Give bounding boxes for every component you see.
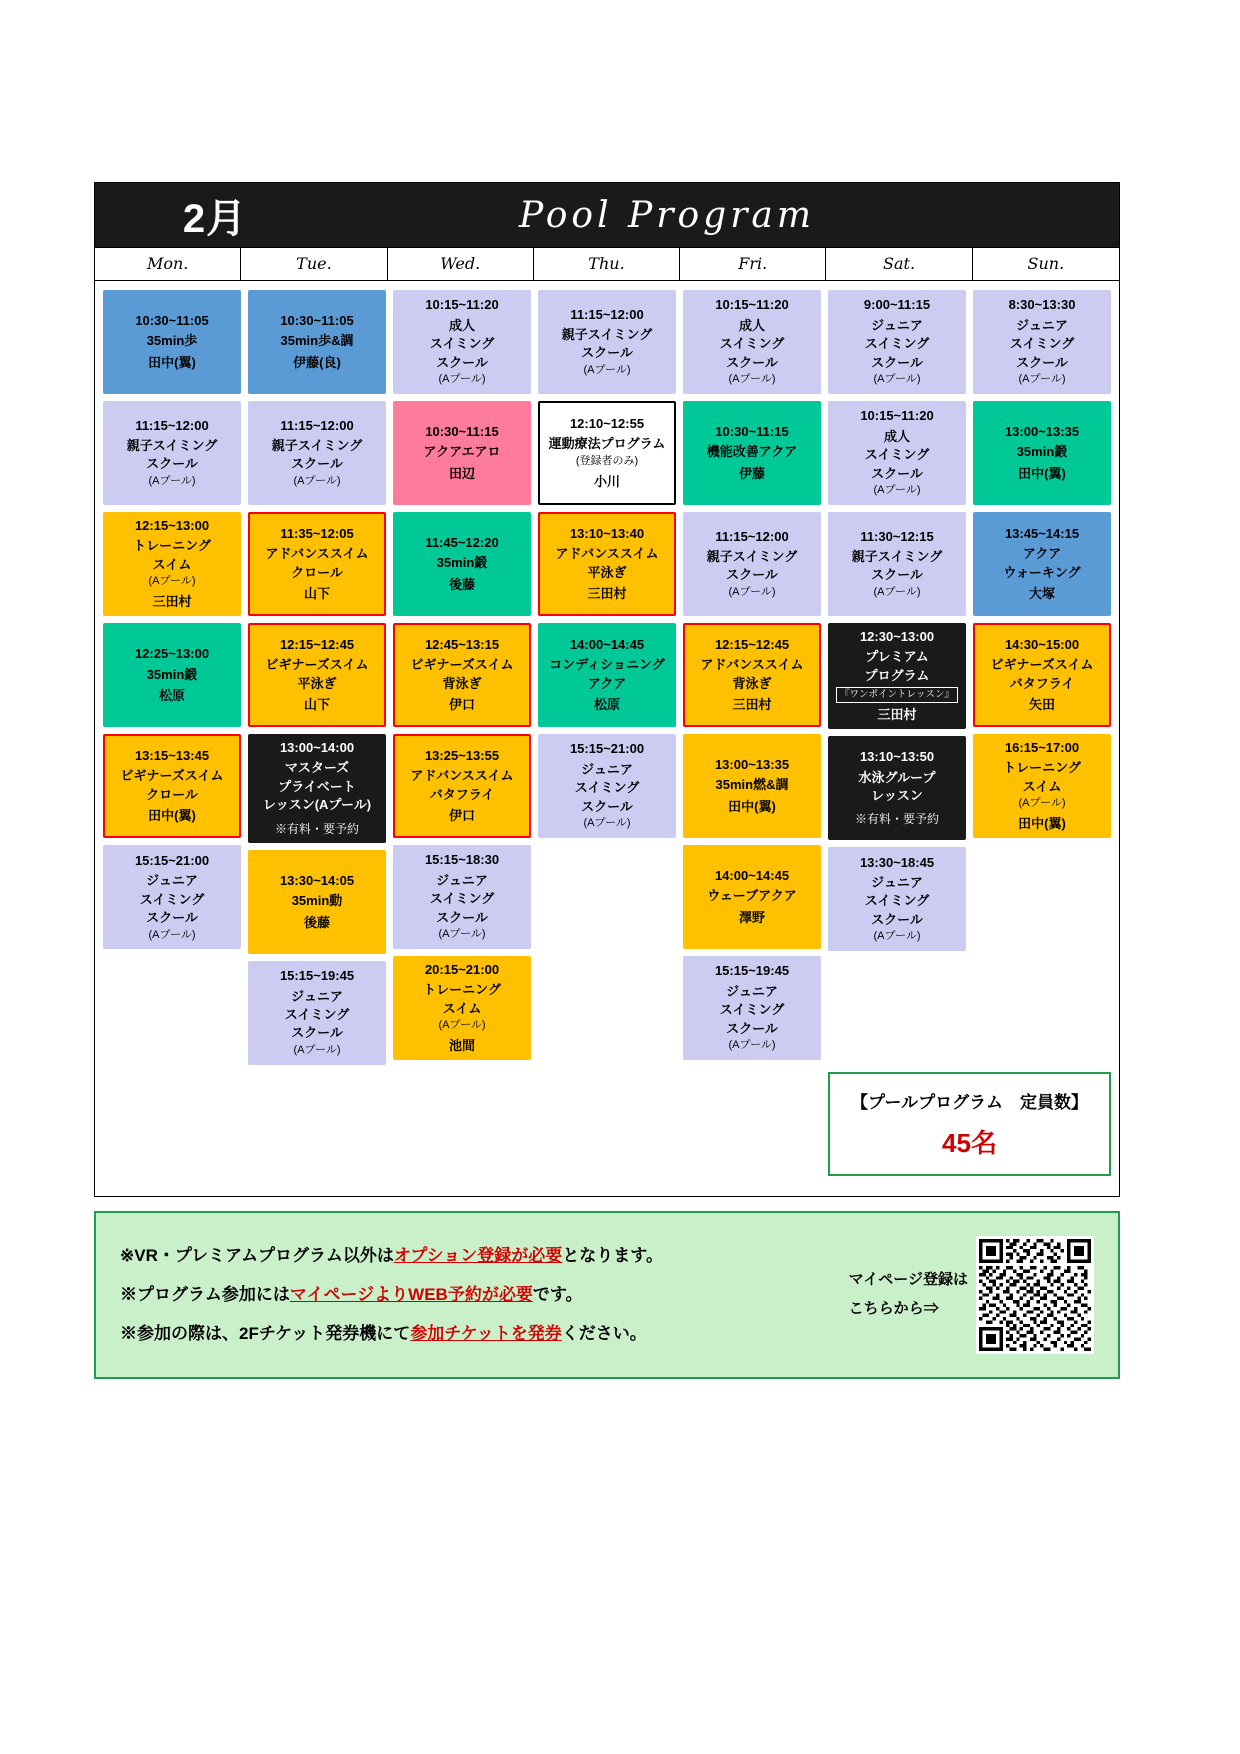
cell-pool-label: (Aプール) xyxy=(148,474,196,487)
cell-program-name: ジュニア xyxy=(146,873,198,889)
schedule-cell[interactable] xyxy=(538,512,676,616)
cell-instructor: 田中(翼) xyxy=(148,354,196,370)
cell-program-name: スイミング xyxy=(429,336,495,352)
cell-program-name: スクール xyxy=(291,1025,343,1041)
schedule-cell[interactable] xyxy=(393,290,531,394)
schedule-grid xyxy=(103,290,1111,1065)
cell-program-name: スクール xyxy=(726,1020,778,1036)
cell-instructor: 松原 xyxy=(158,688,185,704)
schedule-body xyxy=(94,281,1120,1197)
cell-program-name: ジュニア xyxy=(1016,317,1068,333)
cell-program-name: アクアエアロ xyxy=(423,444,501,460)
cell-time: 12:15~12:45 xyxy=(714,636,790,652)
cell-pool-label: (Aプール) xyxy=(728,373,776,386)
page-title: Pool Program xyxy=(518,194,816,236)
schedule-cell[interactable] xyxy=(248,623,386,727)
cell-program-name: スイミング xyxy=(864,447,930,463)
note-1-part-c: となります。 xyxy=(562,1246,663,1266)
cell-program-name: スクール xyxy=(871,354,923,370)
mypage-text xyxy=(849,1266,968,1323)
cell-program-name: ジュニア xyxy=(726,983,778,999)
cell-program-name: マスターズ xyxy=(284,760,350,776)
cell-program-name: トレーニング xyxy=(1003,760,1081,776)
cell-program-name: アドバンススイム xyxy=(265,546,369,562)
schedule-column-sat xyxy=(828,290,966,1065)
cell-program-name: クロール xyxy=(146,786,198,802)
schedule-cell[interactable] xyxy=(393,512,531,616)
note-2-highlight: マイページよりWEB予約が必要 xyxy=(289,1285,533,1305)
cell-program-name: 成人 xyxy=(738,317,765,333)
cell-program-name: 35min歩&調 xyxy=(280,333,354,349)
cell-program-name: プレミアム xyxy=(865,649,929,665)
cell-program-name: スイミング xyxy=(864,893,930,909)
day-header-fri: Fri. xyxy=(680,248,826,280)
cell-time: 10:15~11:20 xyxy=(715,297,789,313)
cell-pool-label: (Aプール) xyxy=(438,373,486,386)
schedule-column-sun xyxy=(973,290,1111,1065)
cell-program-name: スクール xyxy=(726,354,778,370)
day-header-tue: Tue. xyxy=(241,248,387,280)
note-1-part-a: ※VR・プレミアムプログラム以外は xyxy=(120,1246,394,1266)
cell-program-name: アドバンススイム xyxy=(700,657,804,673)
cell-program-name: スイミング xyxy=(139,891,205,907)
cell-time: 12:15~12:45 xyxy=(279,636,355,652)
cell-pool-label: (Aプール) xyxy=(293,1043,341,1056)
cell-program-name: スクール xyxy=(436,354,488,370)
cell-instructor: 三田村 xyxy=(587,585,627,601)
note-1-highlight: オプション登録が必要 xyxy=(393,1246,563,1266)
schedule-column-tue xyxy=(248,290,386,1065)
cell-time: 11:30~12:15 xyxy=(860,528,934,544)
schedule-cell[interactable] xyxy=(103,290,241,394)
schedule-column-fri xyxy=(683,290,821,1065)
month-label: 2月 xyxy=(182,196,248,241)
spacer xyxy=(103,1072,241,1176)
cell-pool-label: (Aプール) xyxy=(148,575,196,588)
cell-time: 15:15~18:30 xyxy=(424,852,500,868)
cell-program-name: アクア xyxy=(1022,546,1062,562)
cell-time: 11:15~12:00 xyxy=(715,528,789,544)
schedule-column-wed xyxy=(393,290,531,1065)
schedule-cell[interactable] xyxy=(393,956,531,1060)
cell-time: 11:35~12:05 xyxy=(280,525,354,541)
cell-instructor: 池間 xyxy=(448,1037,475,1053)
cell-program-name: スクール xyxy=(146,456,198,472)
cell-time: 12:25~13:00 xyxy=(134,646,210,662)
cell-time: 11:15~12:00 xyxy=(135,417,209,433)
cell-instructor: 松原 xyxy=(593,696,620,712)
note-line-1 xyxy=(120,1236,784,1275)
cell-program-name: 平泳ぎ xyxy=(297,675,337,691)
cell-program-name: ジュニア xyxy=(291,988,343,1004)
cell-time: 11:45~12:20 xyxy=(425,534,499,550)
cell-program-name: 親子スイミング xyxy=(126,437,218,453)
cell-program-name: スイミング xyxy=(864,336,930,352)
cell-time: 14:00~14:45 xyxy=(714,867,790,883)
cell-program-name: ウェーブアクア xyxy=(707,888,797,904)
cell-time: 13:00~14:00 xyxy=(279,740,355,755)
mypage-line-2: こちらから⇒ xyxy=(848,1299,939,1317)
schedule-cell[interactable] xyxy=(103,734,241,838)
cell-program-name: 成人 xyxy=(448,317,475,333)
cell-time: 14:30~15:00 xyxy=(1004,636,1080,652)
cell-program-name: スイミング xyxy=(1009,336,1075,352)
cell-time: 10:30~11:05 xyxy=(135,312,209,328)
schedule-cell[interactable] xyxy=(683,512,821,616)
cell-program-name: レッスン xyxy=(871,788,923,803)
schedule-cell[interactable] xyxy=(973,623,1111,727)
cell-program-name: ビギナーズスイム xyxy=(410,657,514,673)
schedule-cell[interactable] xyxy=(393,623,531,727)
cell-program-name: 平泳ぎ xyxy=(587,564,627,580)
qr-code-icon[interactable] xyxy=(976,1236,1094,1354)
schedule-cell[interactable] xyxy=(248,734,386,843)
cell-time: 14:00~14:45 xyxy=(569,636,645,652)
cell-program-name: スクール xyxy=(581,798,633,814)
cell-pool-label: (Aプール) xyxy=(873,930,921,943)
schedule-column-thu xyxy=(538,290,676,1065)
schedule-cell[interactable] xyxy=(828,401,966,505)
cell-time: 10:15~11:20 xyxy=(425,297,499,313)
cell-program-name: プログラム xyxy=(864,667,930,683)
cell-pool-label: (Aプール) xyxy=(873,585,921,598)
cell-instructor: 田辺 xyxy=(448,465,475,481)
note-2-part-c: です。 xyxy=(532,1285,583,1305)
schedule-cell[interactable] xyxy=(248,401,386,505)
cell-program-name: 親子スイミング xyxy=(851,548,943,564)
cell-program-name: スクール xyxy=(581,345,633,361)
schedule-cell[interactable] xyxy=(828,290,966,394)
cell-program-name: 成人 xyxy=(883,428,910,444)
schedule-column-mon xyxy=(103,290,241,1065)
schedule-cell[interactable] xyxy=(248,961,386,1065)
cell-instructor: 小川 xyxy=(593,473,620,489)
day-header-mon: Mon. xyxy=(95,248,241,280)
cell-program-name: 親子スイミング xyxy=(271,437,363,453)
cell-program-name: スイミング xyxy=(719,336,785,352)
day-header-thu: Thu. xyxy=(534,248,680,280)
cell-program-name: スイミング xyxy=(574,780,640,796)
cell-program-name: クロール xyxy=(291,564,343,580)
schedule-cell[interactable] xyxy=(683,623,821,727)
schedule-cell[interactable] xyxy=(538,734,676,838)
cell-program-name: ジュニア xyxy=(581,761,633,777)
cell-program-name: ビギナーズスイム xyxy=(120,768,224,784)
schedule-cell[interactable] xyxy=(248,290,386,394)
schedule-cell[interactable] xyxy=(393,845,531,949)
schedule-cell[interactable] xyxy=(393,401,531,505)
schedule-cell[interactable] xyxy=(973,734,1111,838)
cell-pool-label: (Aプール) xyxy=(728,585,776,598)
pool-program-document xyxy=(94,182,1120,1379)
cell-instructor: 田中(翼) xyxy=(728,798,776,814)
cell-program-name: 35min鍛 xyxy=(146,666,198,682)
cell-time: 10:30~11:15 xyxy=(715,423,789,439)
cell-program-name: 親子スイミング xyxy=(561,326,653,342)
cell-time: 13:30~14:05 xyxy=(279,872,355,888)
schedule-cell[interactable] xyxy=(973,290,1111,394)
cell-program-name: スクール xyxy=(291,456,343,472)
cell-program-name: ビギナーズスイム xyxy=(265,657,369,673)
cell-program-name: プライベート xyxy=(278,778,356,794)
cell-instructor: 伊口 xyxy=(448,696,475,712)
cell-pool-label: (Aプール) xyxy=(438,928,486,941)
cell-program-name: スクール xyxy=(436,909,488,925)
cell-pool-label: (Aプール) xyxy=(873,373,921,386)
cell-program-name: アドバンススイム xyxy=(555,546,659,562)
cell-time: 13:00~13:35 xyxy=(714,756,790,772)
cell-program-name: 水泳グループ xyxy=(858,769,936,785)
cell-program-name: ビギナーズスイム xyxy=(990,657,1094,673)
cell-time: 9:00~11:15 xyxy=(863,297,931,313)
cell-pool-label: (Aプール) xyxy=(1018,373,1066,386)
schedule-cell[interactable] xyxy=(248,512,386,616)
cell-instructor: 澤野 xyxy=(738,909,765,925)
cell-program-name: スイム xyxy=(442,1000,482,1016)
cell-program-name: アドバンススイム xyxy=(410,768,514,784)
cell-program-name: スクール xyxy=(726,567,778,583)
cell-program-name: 35min鍛 xyxy=(1016,444,1068,460)
schedule-cell[interactable] xyxy=(538,623,676,727)
cell-pool-label: (Aプール) xyxy=(873,484,921,497)
cell-pool-label: (Aプール) xyxy=(148,928,196,941)
cell-program-name: 35min動 xyxy=(291,893,343,909)
schedule-cell[interactable] xyxy=(828,512,966,616)
schedule-cell[interactable] xyxy=(828,623,966,729)
cell-note: ※有料・要予約 xyxy=(274,821,359,836)
cell-program-name: スクール xyxy=(1016,354,1068,370)
schedule-cell[interactable] xyxy=(828,736,966,840)
day-header-sun: Sun. xyxy=(1027,254,1065,273)
capacity-number: 45名 xyxy=(942,1127,997,1158)
cell-time: 12:30~13:00 xyxy=(859,629,935,644)
cell-pool-label: (Aプール) xyxy=(1018,797,1066,810)
document-header xyxy=(94,182,1120,248)
cell-instructor: 田中(翼) xyxy=(1018,465,1066,481)
cell-program-name: 運動療法プログラム xyxy=(548,436,666,452)
cell-program-name: スクール xyxy=(871,567,923,583)
cell-time: 10:15~11:20 xyxy=(860,408,934,424)
schedule-cell[interactable] xyxy=(103,623,241,727)
cell-program-name: コンディショニング xyxy=(549,657,665,673)
cell-time: 13:45~14:15 xyxy=(1004,525,1080,541)
cell-time: 13:15~13:45 xyxy=(134,748,210,764)
cell-program-name: スクール xyxy=(871,465,923,481)
cell-program-name: バタフライ xyxy=(429,786,495,802)
cell-time: 13:10~13:40 xyxy=(569,525,645,541)
capacity-title: 【プールプログラム 定員数】 xyxy=(851,1092,1088,1112)
note-3-part-a: ※参加の際は、2Fチケット発券機にて xyxy=(120,1324,411,1344)
cell-program-name: 背泳ぎ xyxy=(442,675,482,691)
cell-time: 15:15~19:45 xyxy=(279,968,355,984)
cell-instructor: 三田村 xyxy=(877,706,917,722)
cell-program-name: トレーニング xyxy=(423,982,501,998)
capacity-row xyxy=(103,1072,1111,1176)
spacer xyxy=(248,1072,386,1176)
cell-time: 13:10~13:50 xyxy=(859,749,935,765)
cell-time: 11:15~12:00 xyxy=(280,417,354,433)
schedule-cell[interactable] xyxy=(973,512,1111,616)
cell-time: 8:30~13:30 xyxy=(1008,297,1076,313)
cell-program-name: 35min燃&調 xyxy=(715,777,789,793)
schedule-cell[interactable] xyxy=(248,850,386,954)
cell-instructor: 三田村 xyxy=(152,593,192,609)
cell-program-name: スクール xyxy=(146,910,198,926)
cell-time: 15:15~21:00 xyxy=(134,852,210,868)
cell-time: 10:30~11:05 xyxy=(280,312,354,328)
schedule-cell[interactable] xyxy=(683,845,821,949)
cell-program-name: スイム xyxy=(1022,778,1062,794)
mypage-line-1: マイページ登録は xyxy=(848,1271,968,1289)
cell-program-name: スイミング xyxy=(284,1007,350,1023)
schedule-cell[interactable] xyxy=(828,847,966,951)
cell-instructor: 山下 xyxy=(303,585,330,601)
cell-instructor: 伊藤 xyxy=(738,465,765,481)
spacer xyxy=(538,1072,676,1176)
cell-time: 16:15~17:00 xyxy=(1004,740,1080,755)
cell-pool-label: (登録者のみ) xyxy=(575,454,639,467)
cell-instructor: 伊藤(良) xyxy=(293,354,341,370)
note-3-part-c: ください。 xyxy=(561,1324,647,1344)
note-2-part-a: ※プログラム参加には xyxy=(120,1285,290,1305)
spacer xyxy=(683,1072,821,1176)
schedule-cell[interactable] xyxy=(683,734,821,838)
schedule-cell[interactable] xyxy=(393,734,531,838)
schedule-cell[interactable] xyxy=(103,845,241,949)
cell-time: 12:15~13:00 xyxy=(134,518,210,533)
schedule-cell[interactable] xyxy=(538,401,676,505)
notes-box xyxy=(94,1211,1120,1379)
cell-program-name: 35min歩 xyxy=(146,333,198,349)
cell-program-name: ジュニア xyxy=(871,875,923,891)
cell-time: 20:15~21:00 xyxy=(424,962,500,977)
cell-pool-label: (Aプール) xyxy=(438,1019,486,1032)
cell-note: ※有料・要予約 xyxy=(854,812,939,827)
schedule-cell[interactable] xyxy=(103,512,241,616)
cell-instructor: 山下 xyxy=(303,696,330,712)
cell-pool-label: (Aプール) xyxy=(293,474,341,487)
cell-program-name: 親子スイミング xyxy=(706,548,798,564)
day-header-sat: Sat. xyxy=(826,248,972,280)
cell-instructor: 後藤 xyxy=(448,576,475,592)
cell-instructor: 後藤 xyxy=(303,914,330,930)
cell-pool-label: (Aプール) xyxy=(583,817,631,830)
cell-instructor: 矢田 xyxy=(1028,696,1055,712)
mypage-registration xyxy=(784,1236,1094,1354)
cell-program-name: レッスン(Aプール) xyxy=(262,797,372,813)
cell-time: 12:10~12:55 xyxy=(569,416,645,432)
cell-program-name: 35min鍛 xyxy=(436,555,488,571)
cell-time: 13:00~13:35 xyxy=(1004,423,1080,439)
cell-program-name: スイム xyxy=(152,556,192,572)
cell-program-name: 機能改善アクア xyxy=(706,444,798,460)
schedule-cell[interactable] xyxy=(973,401,1111,505)
cell-program-name: ジュニア xyxy=(436,872,488,888)
note-line-2 xyxy=(120,1275,784,1314)
cell-program-name: スイミング xyxy=(719,1002,785,1018)
cell-time: 11:15~12:00 xyxy=(570,306,644,322)
cell-program-name: トレーニング xyxy=(133,538,211,554)
weekday-header-row xyxy=(94,248,1120,281)
cell-time: 15:15~21:00 xyxy=(569,741,645,757)
cell-instructor: 田中(翼) xyxy=(148,808,196,824)
cell-program-name: 背泳ぎ xyxy=(732,675,772,691)
spacer xyxy=(393,1072,531,1176)
cell-time: 10:30~11:15 xyxy=(425,423,499,439)
cell-pool-label: (Aプール) xyxy=(583,363,631,376)
cell-program-name: ジュニア xyxy=(871,317,923,333)
schedule-cell[interactable] xyxy=(683,401,821,505)
cell-instructor: 三田村 xyxy=(732,696,772,712)
schedule-cell[interactable] xyxy=(103,401,241,505)
cell-program-name: アクア xyxy=(587,675,627,691)
cell-time: 12:45~13:15 xyxy=(424,636,500,652)
cell-program-name: スイミング xyxy=(429,891,495,907)
schedule-cell[interactable] xyxy=(683,290,821,394)
day-header-wed: Wed. xyxy=(388,248,534,280)
capacity-box xyxy=(828,1072,1111,1176)
schedule-cell[interactable] xyxy=(683,956,821,1060)
cell-time: 13:30~18:45 xyxy=(859,854,935,870)
schedule-cell[interactable] xyxy=(538,290,676,394)
cell-instructor: 大塚 xyxy=(1028,585,1055,601)
cell-instructor: 伊口 xyxy=(448,807,475,823)
cell-program-name: ウォーキング xyxy=(1003,564,1081,580)
cell-program-name: スクール xyxy=(871,911,923,927)
note-3-highlight: 参加チケットを発券 xyxy=(410,1324,562,1344)
cell-time: 15:15~19:45 xyxy=(714,963,790,979)
cell-pool-label: (Aプール) xyxy=(728,1039,776,1052)
note-line-3 xyxy=(120,1314,784,1353)
qr-code-svg xyxy=(979,1239,1091,1351)
notes-text xyxy=(120,1236,784,1353)
cell-note: 『ワンポイントレッスン』 xyxy=(836,687,958,702)
cell-time: 13:25~13:55 xyxy=(424,747,500,763)
cell-instructor: 田中(翼) xyxy=(1018,815,1066,831)
cell-program-name: バタフライ xyxy=(1009,675,1075,691)
